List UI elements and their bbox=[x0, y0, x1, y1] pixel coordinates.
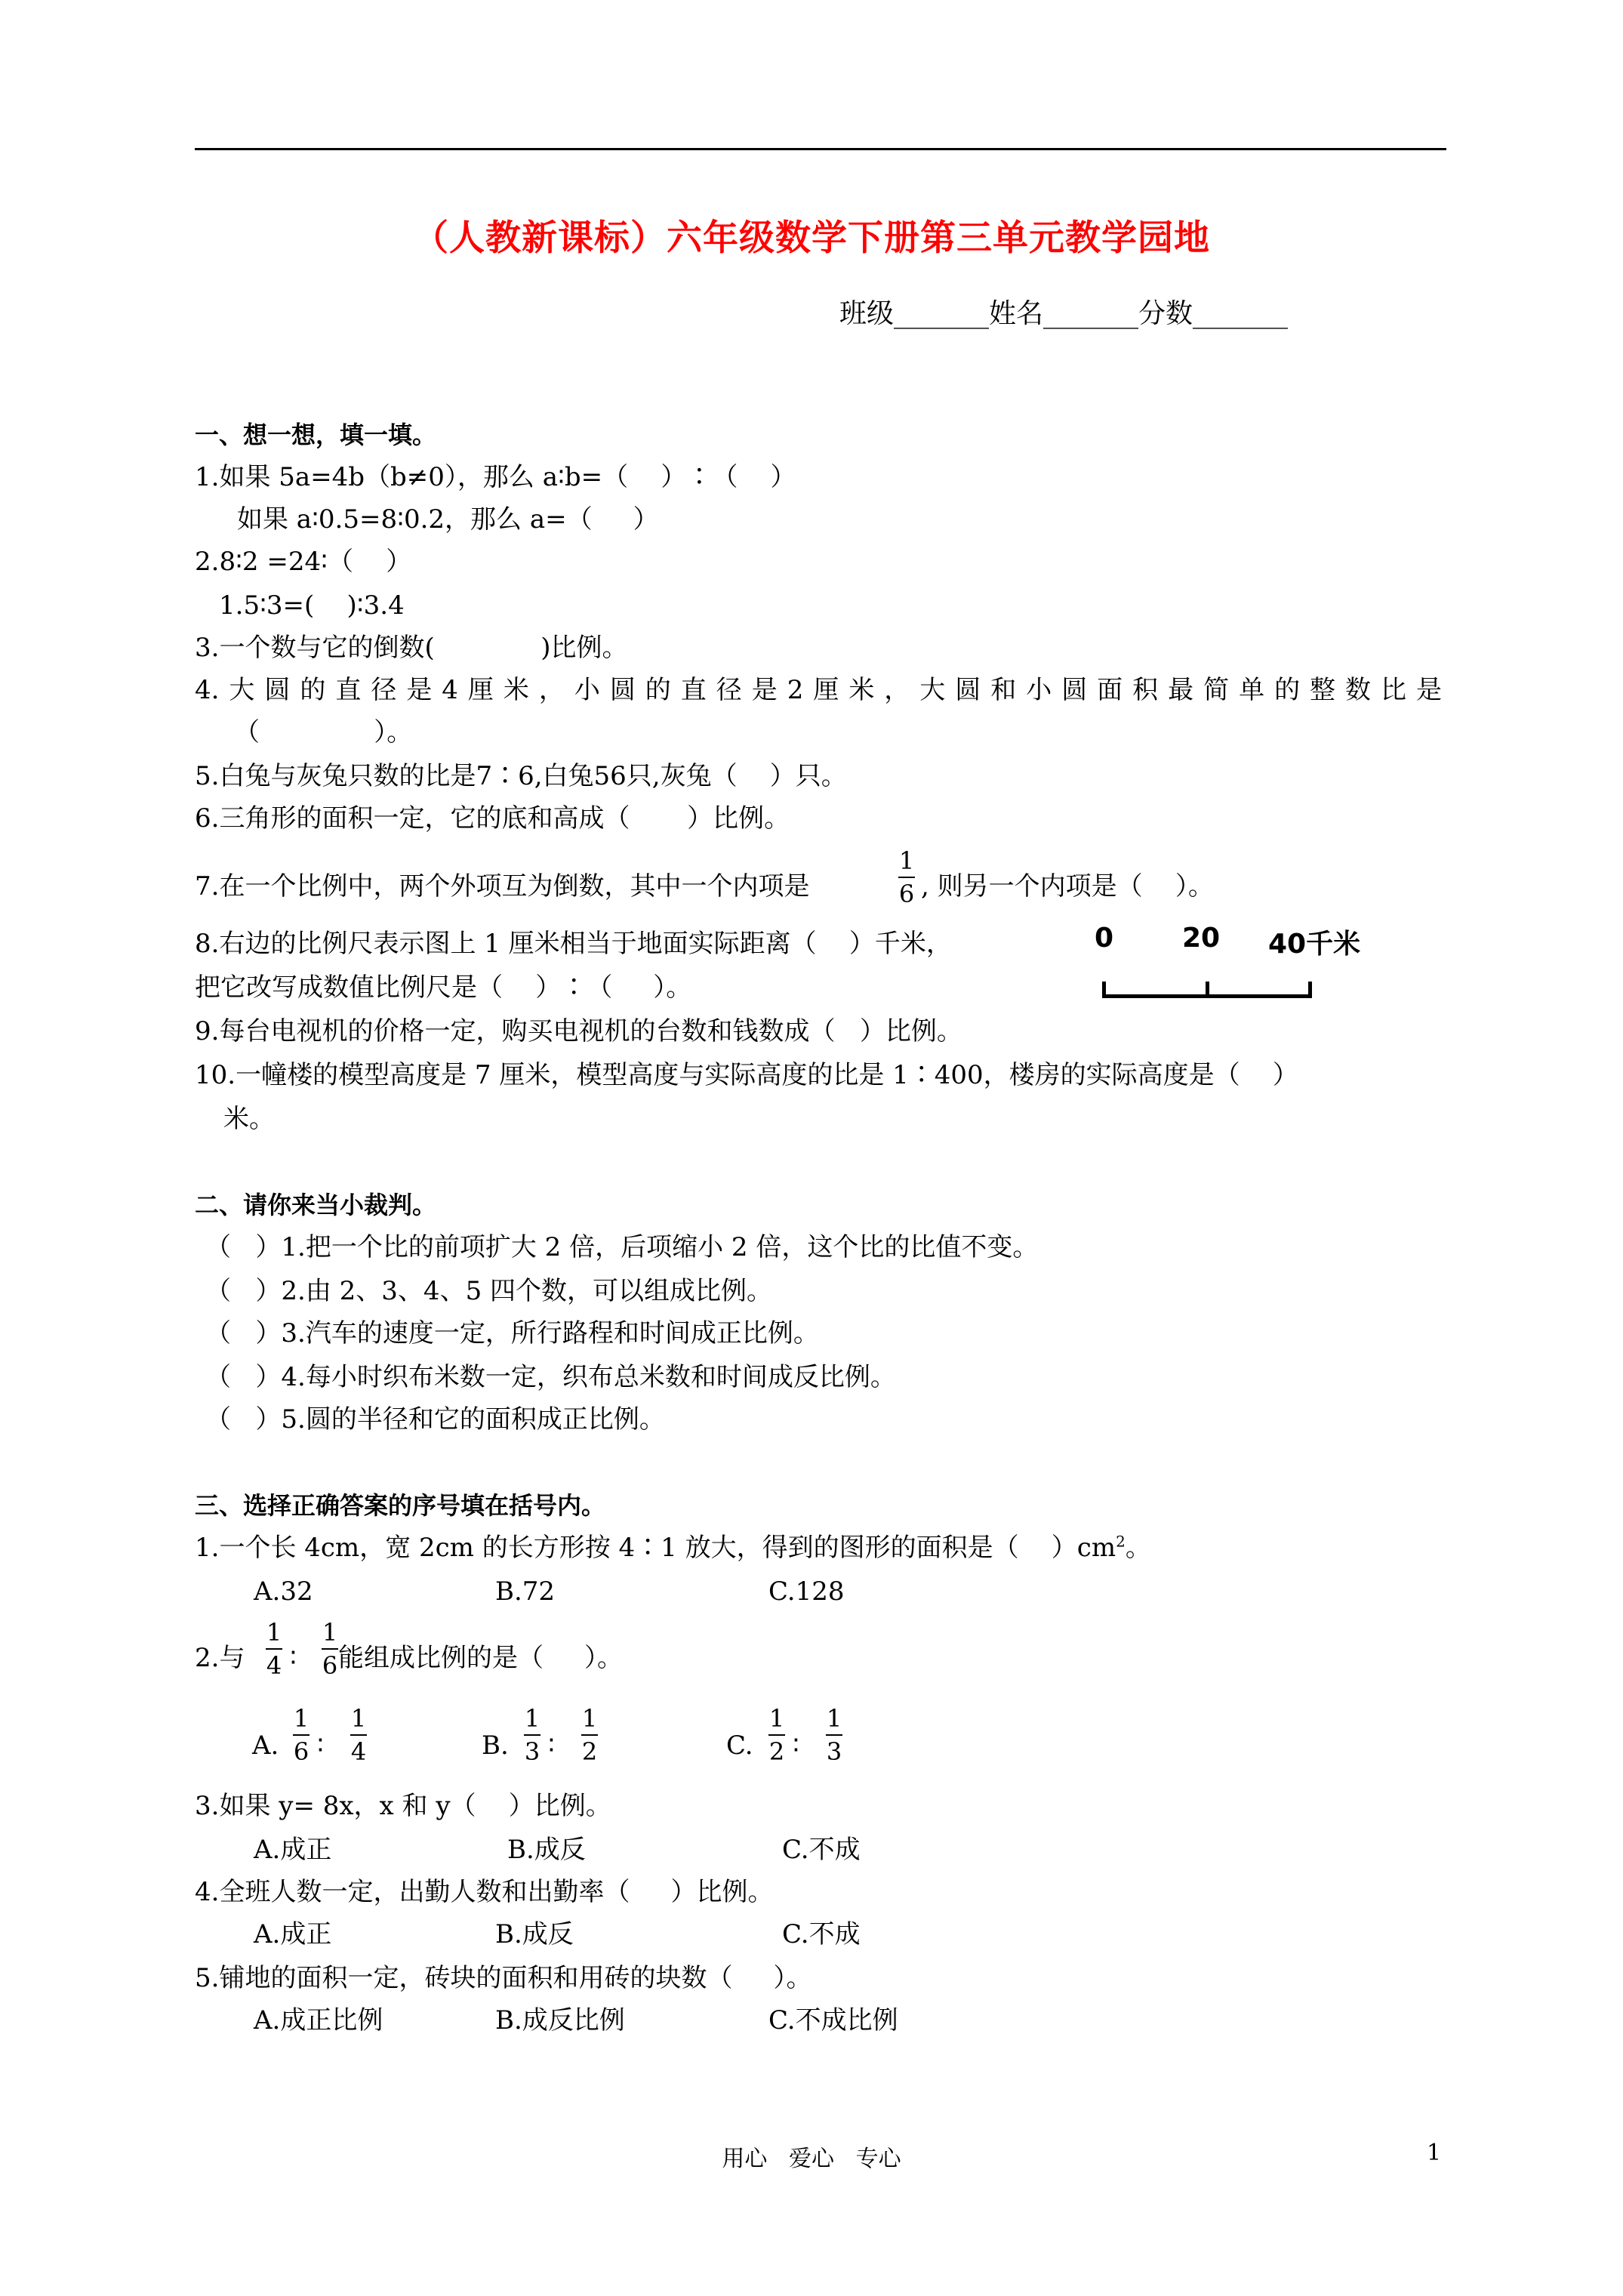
footer-motto: 用心 爱心 专心 bbox=[722, 2146, 901, 2172]
q2-option-b-fraction-1 bbox=[524, 1705, 540, 1765]
judge-item: （ ）5.圆的半径和它的面积成正比例。 bbox=[205, 1404, 665, 1435]
s1-line-13: 9.每台电视机的价格一定，购买电视机的台数和钱数成（ ）比例。 bbox=[195, 1016, 962, 1046]
s1-line-11: 8.右边的比例尺表示图上 1 厘米相当于地面实际距离（ ）千米， bbox=[195, 929, 952, 959]
q1-option-a: A.32 bbox=[254, 1576, 313, 1607]
ratio-colon: ∶ bbox=[317, 1730, 324, 1761]
q1-text: 1.一个长 4cm，宽 2cm 的长方形按 4∶1 放大，得到的图形的面积是（ ）cm bbox=[195, 1533, 1116, 1563]
s1-line-15: 米。 bbox=[223, 1104, 275, 1134]
s1-line-10-end: , 则另一个内项是（ ）。 bbox=[921, 871, 1214, 901]
q1-superscript: 2 bbox=[1116, 1532, 1126, 1551]
scale-bar-figure bbox=[1087, 923, 1419, 1013]
q5-line: 5.铺地的面积一定，砖块的面积和用砖的块数（ ）。 bbox=[195, 1963, 812, 1993]
fraction-denominator: 6 bbox=[322, 1651, 338, 1680]
s1-line-12: 把它改写成数值比例尺是（ ）∶（ ）。 bbox=[195, 972, 692, 1003]
q1-end: 。 bbox=[1125, 1533, 1151, 1563]
scale-tick bbox=[1206, 982, 1209, 998]
q5-option-c: C.不成比例 bbox=[768, 2005, 898, 2036]
q5-option-b: B.成反比例 bbox=[495, 2005, 625, 2036]
judge-item: （ ）3.汽车的速度一定，所行路程和时间成正比例。 bbox=[205, 1318, 819, 1348]
fraction-denominator: 2 bbox=[581, 1737, 598, 1766]
fraction-bar bbox=[266, 1648, 282, 1650]
q4-option-b: B.成反 bbox=[495, 1919, 574, 1949]
ratio-colon: ∶ bbox=[548, 1730, 555, 1761]
fraction-numerator: 1 bbox=[826, 1704, 842, 1733]
fraction-numerator: 1 bbox=[293, 1704, 310, 1733]
q2-text: 能组成比例的是（ ）。 bbox=[338, 1643, 624, 1673]
top-rule bbox=[195, 148, 1446, 150]
s1-line-8: 5.白兔与灰兔只数的比是7∶6,白兔56只,灰兔（ ）只。 bbox=[195, 761, 847, 791]
fraction-numerator: 1 bbox=[524, 1704, 540, 1733]
q1-line bbox=[195, 1533, 1151, 1563]
q1-option-c: C.128 bbox=[768, 1576, 845, 1607]
q2-option-c-label: C. bbox=[726, 1730, 753, 1761]
judge-item: （ ）1.把一个比的前项扩大 2 倍，后项缩小 2 倍，这个比的比值不变。 bbox=[205, 1232, 1039, 1262]
q2-option-b-fraction-2 bbox=[581, 1705, 598, 1765]
scale-label-zero: 0 bbox=[1095, 923, 1114, 954]
fraction-numerator: 1 bbox=[768, 1704, 785, 1733]
q3-option-a: A.成正 bbox=[254, 1835, 332, 1865]
q3-option-c: C.不成 bbox=[782, 1835, 861, 1865]
fraction-denominator: 6 bbox=[293, 1737, 310, 1766]
ratio-colon: ∶ bbox=[793, 1730, 799, 1761]
q2-option-a-fraction-2 bbox=[350, 1705, 367, 1765]
fraction-denominator: 3 bbox=[826, 1737, 842, 1766]
s1-line-5: 3.一个数与它的倒数( )比例。 bbox=[195, 633, 628, 663]
page-number: 1 bbox=[1427, 2140, 1442, 2166]
fraction-denominator: 6 bbox=[898, 880, 915, 908]
s1-line-4: 1.5∶3=( )∶3.4 bbox=[219, 590, 405, 621]
ratio-colon: ∶ bbox=[290, 1643, 297, 1673]
judge-item: （ ）4.每小时织布米数一定，织布总米数和时间成反比例。 bbox=[205, 1362, 896, 1392]
q1-option-b: B.72 bbox=[495, 1576, 556, 1607]
fraction-bar bbox=[826, 1734, 842, 1736]
section-1-heading: 一、想一想，填一填。 bbox=[195, 421, 437, 449]
scale-tick bbox=[1102, 982, 1106, 998]
fraction-denominator: 3 bbox=[524, 1737, 540, 1766]
fraction-denominator: 4 bbox=[350, 1737, 367, 1766]
s1-line-10-start: 7.在一个比例中，两个外项互为倒数，其中一个内项是 bbox=[195, 871, 810, 901]
scale-label-end: 40千米 bbox=[1268, 929, 1361, 960]
section-2-heading: 二、请你来当小裁判。 bbox=[195, 1191, 437, 1219]
q2-lead: 2.与 bbox=[195, 1643, 245, 1673]
q2-fraction-1 bbox=[266, 1619, 282, 1679]
fraction-bar bbox=[524, 1734, 540, 1736]
fraction-bar bbox=[322, 1648, 338, 1650]
q2-option-c-fraction-1 bbox=[768, 1705, 785, 1765]
q4-line: 4.全班人数一定，出勤人数和出勤率（ ）比例。 bbox=[195, 1877, 774, 1907]
s1-line-7: （ ）。 bbox=[234, 717, 413, 747]
fraction-bar bbox=[581, 1734, 598, 1736]
s1-line-9: 6.三角形的面积一定，它的底和高成（ ）比例。 bbox=[195, 803, 790, 834]
q4-option-c: C.不成 bbox=[782, 1919, 861, 1949]
q2-fraction-2 bbox=[322, 1619, 338, 1679]
fraction-bar bbox=[768, 1734, 785, 1736]
page-title: （人教新课标）六年级数学下册第三单元教学园地 bbox=[413, 217, 1210, 259]
judge-item: （ ）2.由 2、3、4、5 四个数，可以组成比例。 bbox=[205, 1276, 773, 1306]
fraction-numerator: 1 bbox=[322, 1618, 338, 1647]
s1-line-6: 4.大圆的直径是4厘米，小圆的直径是2厘米，大圆和小圆面积最简单的整数比是 bbox=[195, 675, 1442, 705]
q2-option-a-label: A. bbox=[252, 1730, 279, 1761]
s1-line-3: 2.8∶2 =24∶（ ） bbox=[195, 547, 412, 577]
fraction-one-sixth bbox=[898, 847, 915, 908]
fraction-numerator: 1 bbox=[581, 1704, 598, 1733]
section-3-heading: 三、选择正确答案的序号填在括号内。 bbox=[195, 1491, 606, 1520]
fraction-numerator: 1 bbox=[350, 1704, 367, 1733]
q4-option-a: A.成正 bbox=[254, 1919, 332, 1949]
q2-option-a-fraction-1 bbox=[293, 1705, 310, 1765]
s1-line-1: 1.如果 5a=4b（b≠0），那么 a∶b=（ ）∶（ ） bbox=[195, 462, 796, 492]
q2-option-b-label: B. bbox=[482, 1730, 509, 1761]
q5-option-a: A.成正比例 bbox=[254, 2005, 383, 2036]
fraction-numerator: 1 bbox=[898, 846, 915, 875]
s1-line-14: 10.一幢楼的模型高度是 7 厘米，模型高度与实际高度的比是 1∶400，楼房的实际高度是（ ） bbox=[195, 1060, 1298, 1090]
fraction-denominator: 4 bbox=[266, 1651, 282, 1680]
scale-tick bbox=[1308, 982, 1312, 998]
q3-line: 3.如果 y= 8x，x 和 y（ ）比例。 bbox=[195, 1791, 611, 1821]
scale-label-mid: 20 bbox=[1182, 923, 1221, 954]
fraction-denominator: 2 bbox=[768, 1737, 785, 1766]
fraction-bar bbox=[293, 1734, 310, 1736]
fraction-bar bbox=[898, 877, 915, 878]
fraction-bar bbox=[350, 1734, 367, 1736]
s1-line-2: 如果 a∶0.5=8∶0.2，那么 a=（ ） bbox=[237, 504, 659, 535]
fraction-numerator: 1 bbox=[266, 1618, 282, 1647]
q2-option-c-fraction-2 bbox=[826, 1705, 842, 1765]
student-info-line: 班级_______姓名_______分数_______ bbox=[839, 298, 1289, 329]
q3-option-b: B.成反 bbox=[507, 1835, 586, 1865]
